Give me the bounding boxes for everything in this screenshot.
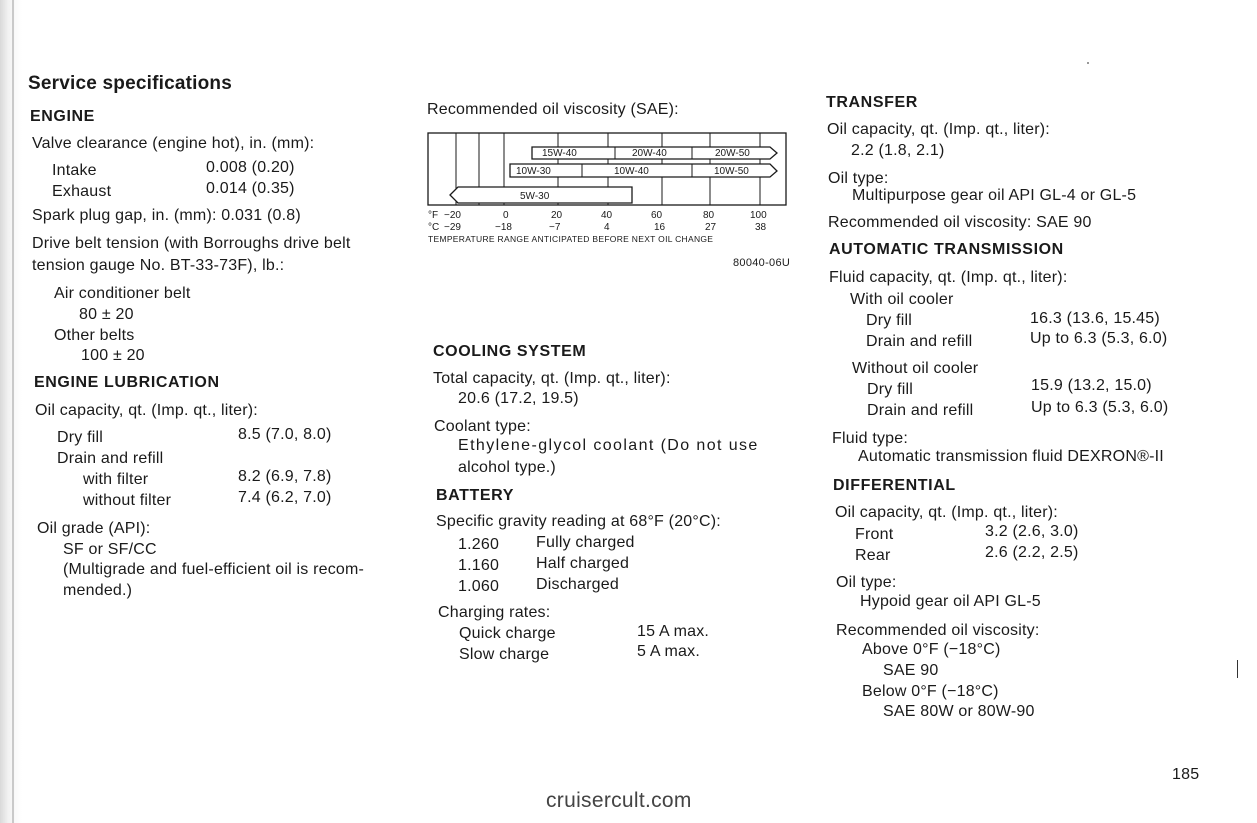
grade-label-10w30: 10W-30 xyxy=(516,166,551,177)
cooling-system-heading: COOLING SYSTEM xyxy=(433,343,587,360)
battery-heading: BATTERY xyxy=(436,487,514,504)
at-fluid-type-value: Automatic transmission fluid DEXRON®-II xyxy=(858,448,1164,465)
gravity-reading-state: Discharged xyxy=(536,576,619,593)
coolant-type-label: Coolant type: xyxy=(434,418,531,435)
at-fluid-capacity-label: Fluid capacity, qt. (Imp. qt., liter): xyxy=(829,269,1068,286)
c-tick: −18 xyxy=(495,222,512,233)
transfer-heading: TRANSFER xyxy=(826,94,918,111)
coolant-type-line-2: alcohol type.) xyxy=(458,459,556,476)
grade-label-15w40: 15W-40 xyxy=(542,148,577,159)
at-with-dry-fill-value: 16.3 (13.6, 15.45) xyxy=(1030,310,1160,327)
diff-below-label: Below 0°F (−18°C) xyxy=(862,683,999,700)
c-tick: 38 xyxy=(755,222,767,233)
coolant-type-line-1: Ethylene-glycol coolant (Do not use xyxy=(458,437,759,454)
lube-with-filter-label: with filter xyxy=(83,471,149,488)
exhaust-label: Exhaust xyxy=(52,183,112,200)
other-belts-value: 100 ± 20 xyxy=(81,347,145,364)
grade-label-10w50: 10W-50 xyxy=(714,166,749,177)
diff-above-value: SAE 90 xyxy=(883,662,939,679)
diff-front-label: Front xyxy=(855,526,894,543)
spark-plug-gap: Spark plug gap, in. (mm): 0.031 (0.8) xyxy=(32,207,301,224)
at-with-drain-label: Drain and refill xyxy=(866,333,973,350)
automatic-transmission-heading: AUTOMATIC TRANSMISSION xyxy=(829,241,1064,258)
chart-caption: TEMPERATURE RANGE ANTICIPATED BEFORE NEXT OIL CHANGE xyxy=(428,234,714,244)
f-unit-label: °F xyxy=(428,210,439,221)
oil-grade-value: SF or SF/CC xyxy=(63,541,157,558)
diff-front-value: 3.2 (2.6, 3.0) xyxy=(985,523,1079,540)
gravity-reading-value: 1.160 xyxy=(458,557,500,574)
at-with-dry-fill-label: Dry fill xyxy=(866,312,913,329)
page-binding-line xyxy=(12,0,14,823)
f-tick: −20 xyxy=(444,210,461,221)
engine-lubrication-heading: ENGINE LUBRICATION xyxy=(34,374,220,391)
gravity-reading-value: 1.260 xyxy=(458,536,500,553)
c-tick: −29 xyxy=(444,222,461,233)
transfer-oil-type-label: Oil type: xyxy=(828,170,889,187)
grade-label-5w30: 5W-30 xyxy=(520,191,550,202)
c-tick: 16 xyxy=(654,222,666,233)
diff-viscosity-label: Recommended oil viscosity: xyxy=(836,622,1040,639)
oil-note-line-2: mended.) xyxy=(63,582,133,599)
diff-above-label: Above 0°F (−18°C) xyxy=(862,641,1001,658)
watermark-text: cruisercult.com xyxy=(546,789,692,812)
f-tick: 40 xyxy=(601,210,613,221)
intake-label: Intake xyxy=(52,162,97,179)
oil-grade-label: Oil grade (API): xyxy=(37,520,151,537)
gravity-reading-state: Fully charged xyxy=(536,534,635,551)
quick-charge-label: Quick charge xyxy=(459,625,556,642)
transfer-capacity-label: Oil capacity, qt. (Imp. qt., liter): xyxy=(827,121,1050,138)
c-tick: 4 xyxy=(604,222,610,233)
c-tick: −7 xyxy=(549,222,561,233)
lube-dry-fill-label: Dry fill xyxy=(57,429,104,446)
grade-label-10w40: 10W-40 xyxy=(614,166,649,177)
diff-oil-type-label: Oil type: xyxy=(836,574,897,591)
intake-value: 0.008 (0.20) xyxy=(206,159,295,176)
exhaust-value: 0.014 (0.35) xyxy=(206,180,295,197)
transfer-viscosity: Recommended oil viscosity: SAE 90 xyxy=(828,214,1092,231)
gravity-label: Specific gravity reading at 68°F (20°C): xyxy=(436,513,721,530)
drive-belt-line-1: Drive belt tension (with Borroughs drive belt xyxy=(32,235,351,252)
oil-note-line-1: (Multigrade and fuel-efficient oil is recom- xyxy=(63,561,365,578)
cooling-capacity-label: Total capacity, qt. (Imp. qt., liter): xyxy=(433,370,671,387)
other-belts-label: Other belts xyxy=(54,327,135,344)
at-with-cooler-label: With oil cooler xyxy=(850,291,954,308)
lube-without-filter-label: without filter xyxy=(83,492,172,509)
f-tick: 0 xyxy=(503,210,509,221)
quick-charge-value: 15 A max. xyxy=(637,623,710,640)
cooling-capacity-value: 20.6 (17.2, 19.5) xyxy=(458,390,579,407)
at-without-dry-fill-value: 15.9 (13.2, 15.0) xyxy=(1031,377,1152,394)
f-tick: 20 xyxy=(551,210,563,221)
grade-label-20w50: 20W-50 xyxy=(715,148,750,159)
diff-rear-value: 2.6 (2.2, 2.5) xyxy=(985,544,1079,561)
c-unit-label: °C xyxy=(428,222,440,233)
f-tick: 100 xyxy=(750,210,767,221)
viscosity-chart-title: Recommended oil viscosity (SAE): xyxy=(427,101,679,118)
f-tick: 80 xyxy=(703,210,715,221)
print-speck xyxy=(1087,62,1089,64)
lube-drain-refill-label: Drain and refill xyxy=(57,450,164,467)
ac-belt-value: 80 ± 20 xyxy=(79,306,134,323)
figure-code: 80040-06U xyxy=(733,257,791,269)
grade-label-20w40: 20W-40 xyxy=(632,148,667,159)
gravity-reading-state: Half charged xyxy=(536,555,630,572)
slow-charge-label: Slow charge xyxy=(459,646,550,663)
margin-mark xyxy=(1237,660,1238,678)
at-without-cooler-label: Without oil cooler xyxy=(852,360,979,377)
page-binding-edge xyxy=(0,0,22,823)
differential-heading: DIFFERENTIAL xyxy=(833,477,956,494)
drive-belt-line-2: tension gauge No. BT-33-73F), lb.: xyxy=(32,257,285,274)
at-without-dry-fill-label: Dry fill xyxy=(867,381,914,398)
lube-oil-capacity-label: Oil capacity, qt. (Imp. qt., liter): xyxy=(35,402,258,419)
transfer-oil-type-value: Multipurpose gear oil API GL-4 or GL-5 xyxy=(852,187,1137,204)
lube-without-filter-value: 7.4 (6.2, 7.0) xyxy=(238,489,332,506)
c-tick: 27 xyxy=(705,222,717,233)
engine-heading: ENGINE xyxy=(30,108,95,125)
oil-viscosity-chart xyxy=(420,125,800,250)
diff-rear-label: Rear xyxy=(855,547,891,564)
lube-with-filter-value: 8.2 (6.9, 7.8) xyxy=(238,468,332,485)
charging-rates-label: Charging rates: xyxy=(438,604,551,621)
at-without-drain-label: Drain and refill xyxy=(867,402,974,419)
page-number: 185 xyxy=(1172,766,1200,783)
f-tick: 60 xyxy=(651,210,663,221)
transfer-capacity-value: 2.2 (1.8, 2.1) xyxy=(851,142,945,159)
valve-clearance-label: Valve clearance (engine hot), in. (mm): xyxy=(32,135,315,152)
slow-charge-value: 5 A max. xyxy=(637,643,700,660)
diff-below-value: SAE 80W or 80W-90 xyxy=(883,703,1035,720)
diff-capacity-label: Oil capacity, qt. (Imp. qt., liter): xyxy=(835,504,1058,521)
at-with-drain-value: Up to 6.3 (5.3, 6.0) xyxy=(1030,330,1168,347)
at-without-drain-value: Up to 6.3 (5.3, 6.0) xyxy=(1031,399,1169,416)
page-title: Service specifications xyxy=(28,73,233,94)
diff-oil-type-value: Hypoid gear oil API GL-5 xyxy=(860,593,1041,610)
ac-belt-label: Air conditioner belt xyxy=(54,285,191,302)
lube-dry-fill-value: 8.5 (7.0, 8.0) xyxy=(238,426,332,443)
gravity-reading-value: 1.060 xyxy=(458,578,500,595)
at-fluid-type-label: Fluid type: xyxy=(832,430,909,447)
